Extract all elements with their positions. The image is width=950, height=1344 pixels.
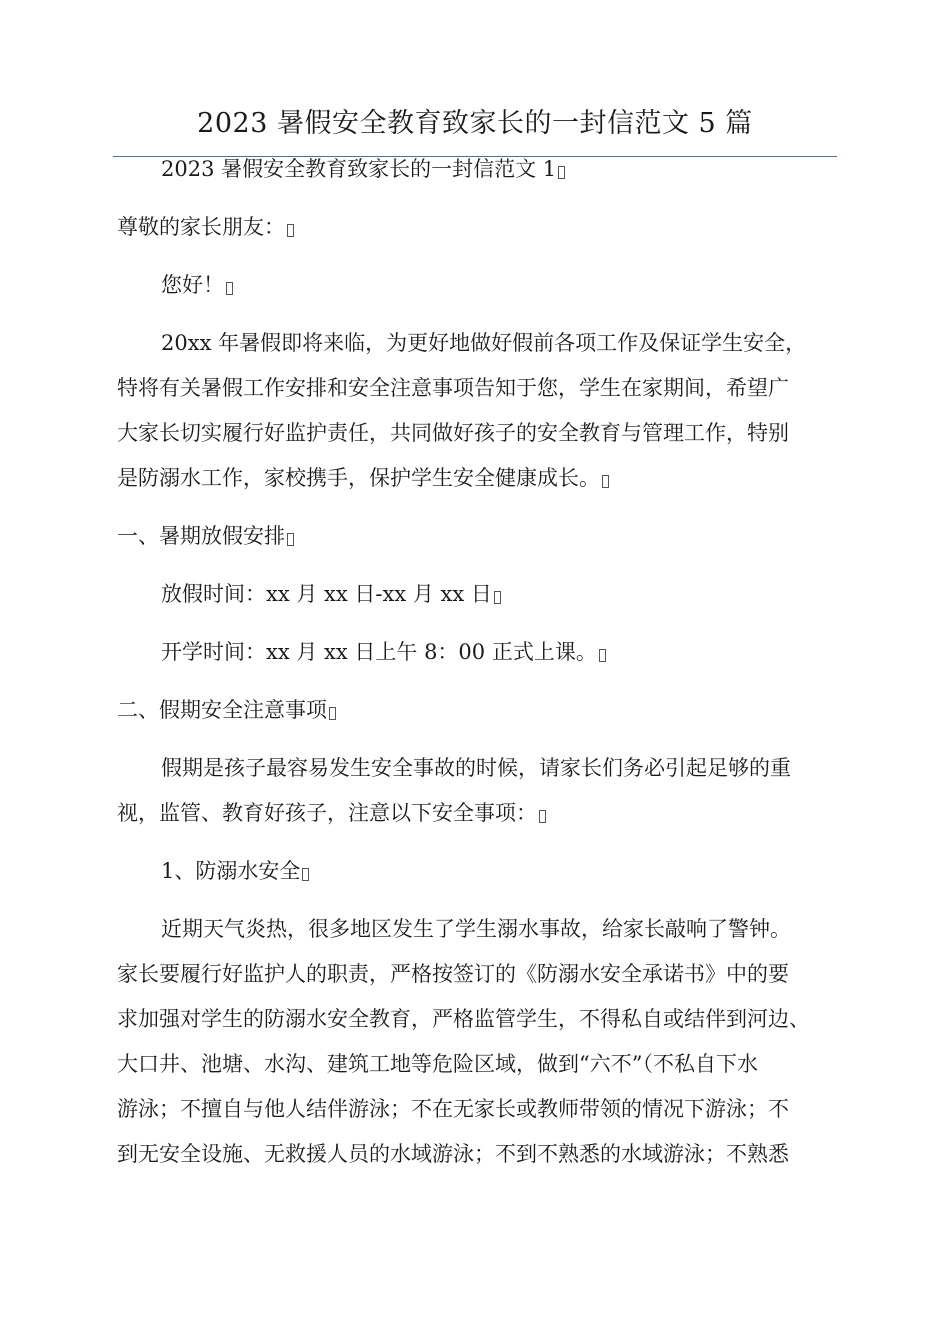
paragraph-line	[117, 263, 837, 308]
paragraph	[117, 263, 837, 308]
paragraph-mark-icon	[226, 282, 233, 295]
paragraph-mark-icon	[558, 166, 565, 179]
paragraph-line	[117, 952, 837, 997]
paragraph	[117, 688, 837, 733]
paragraph-line	[117, 1042, 837, 1087]
paragraph-line	[117, 849, 837, 894]
paragraph-line	[117, 366, 837, 411]
paragraph-line	[117, 630, 837, 675]
paragraph-mark-icon	[287, 533, 294, 546]
paragraph	[117, 572, 837, 617]
paragraph-mark-icon	[602, 475, 609, 488]
line-text: 一、暑期放假安排	[117, 524, 285, 548]
line-text: 大口井、池塘、水沟、建筑工地等危险区域，做到“六不”（不私自下水	[117, 1052, 758, 1076]
line-text: 家长要履行好监护人的职责，严格按签订的《防溺水安全承诺书》中的要	[117, 962, 789, 986]
paragraph-line	[117, 997, 837, 1042]
line-text: 大家长切实履行好监护责任，共同做好孩子的安全教育与管理工作，特别	[117, 421, 789, 445]
paragraph	[117, 746, 837, 836]
line-text: 开学时间：xx 月 xx 日上午 8：00 正式上课。	[161, 640, 597, 664]
paragraph-line	[117, 1087, 837, 1132]
paragraph-line	[117, 205, 837, 250]
paragraph-mark-icon	[599, 649, 606, 662]
paragraph-line	[117, 514, 837, 559]
paragraph-mark-icon	[539, 810, 546, 823]
paragraph	[117, 514, 837, 559]
paragraph	[117, 147, 837, 192]
line-text: 二、假期安全注意事项	[117, 698, 327, 722]
line-text: 游泳；不擅自与他人结伴游泳；不在无家长或教师带领的情况下游泳；不	[117, 1097, 789, 1121]
paragraph-line	[117, 688, 837, 733]
line-text: 2023 暑假安全教育致家长的一封信范文 1	[161, 157, 557, 181]
paragraph	[117, 849, 837, 894]
paragraph	[117, 205, 837, 250]
paragraph	[117, 907, 837, 1177]
paragraph-line	[117, 907, 837, 952]
line-text: 到无安全设施、无救援人员的水域游泳；不到不熟悉的水域游泳；不熟悉	[117, 1142, 789, 1166]
paragraph-mark-icon	[302, 868, 309, 881]
document-title: 2023 暑假安全教育致家长的一封信范文 5 篇	[197, 108, 753, 139]
paragraph-line	[117, 791, 837, 836]
line-text: 您好！	[161, 273, 224, 297]
paragraph-line	[117, 1132, 837, 1177]
line-text: 1、防溺水安全	[161, 859, 301, 883]
paragraph-line	[117, 411, 837, 456]
paragraph-mark-icon	[329, 707, 336, 720]
line-text: 求加强对学生的防溺水安全教育，严格监管学生，不得私自或结伴到河边、	[117, 1007, 810, 1031]
line-text: 假期是孩子最容易发生安全事故的时候，请家长们务必引起足够的重	[161, 756, 791, 780]
line-text: 放假时间：xx 月 xx 日-xx 月 xx 日	[161, 582, 492, 606]
document-body	[117, 147, 837, 1177]
line-text: 特将有关暑假工作安排和安全注意事项告知于您，学生在家期间，希望广	[117, 376, 789, 400]
paragraph-line	[117, 746, 837, 791]
paragraph-line	[117, 321, 837, 366]
paragraph	[117, 630, 837, 675]
paragraph-line	[117, 572, 837, 617]
paragraph-mark-icon	[287, 224, 294, 237]
line-text: 尊敬的家长朋友：	[117, 215, 285, 239]
line-text: 是防溺水工作，家校携手，保护学生安全健康成长。	[117, 466, 600, 490]
paragraph-line	[117, 147, 837, 192]
paragraph	[117, 321, 837, 501]
line-text: 视，监管、教育好孩子，注意以下安全事项：	[117, 801, 537, 825]
line-text: 20xx 年暑假即将来临，为更好地做好假前各项工作及保证学生安全，	[161, 331, 807, 355]
line-text: 近期天气炎热，很多地区发生了学生溺水事故，给家长敲响了警钟。	[161, 917, 791, 941]
paragraph-mark-icon	[494, 591, 501, 604]
paragraph-line	[117, 456, 837, 501]
